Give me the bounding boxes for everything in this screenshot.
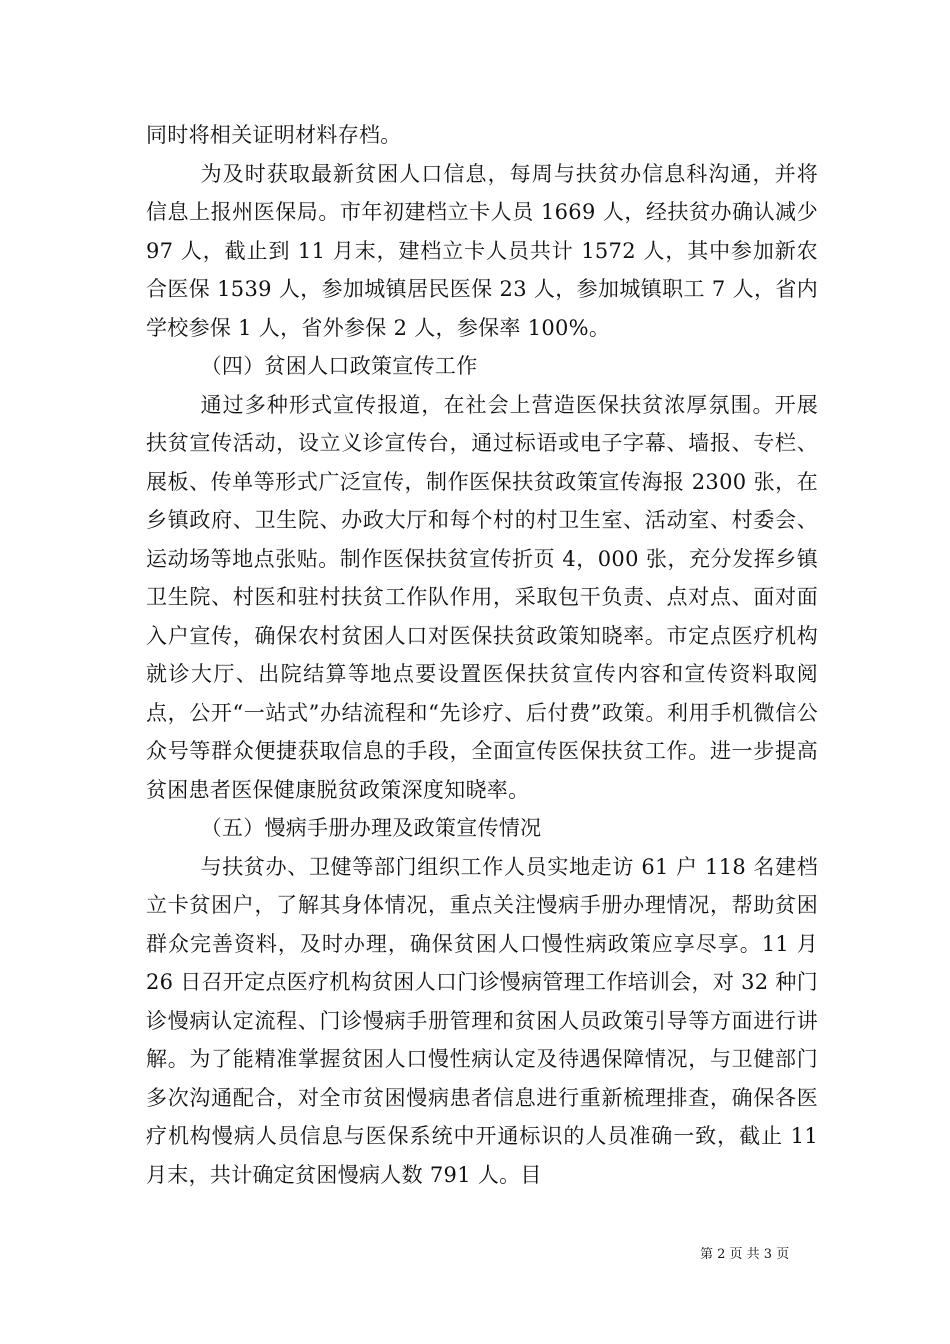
paragraph-continuation: 同时将相关证明材料存档。	[146, 123, 402, 147]
section-heading-4: （四）贫困人口政策宣传工作	[200, 354, 478, 378]
document-body	[146, 116, 818, 1194]
section-heading-5: （五）慢病手册办理及政策宣传情况	[200, 816, 542, 840]
page-number-footer: 第 2 页 共 3 页	[700, 1247, 790, 1262]
paragraph-chronic-disease: 与扶贫办、卫健等部门组织工作人员实地走访 61 户 118 名建档立卡贫困户，了解其身体情况，重点关注慢病手册办理情况，帮助贫困群众完善资料，及时办理，确保贫困人口慢性病政策应享尽享。11 月 26 日召开定点医疗机构贫困人口门诊慢病管理工作培训会，对 32 种门诊慢病认定流程、门诊慢病手册管理和贫困人员政策引导等方面进行讲解。为了能精准掌握贫困人口慢性病认定及待遇保障情况，与卫健部门多次沟通配合，对全市贫困慢病患者信息进行重新梳理排查，确保各医疗机构慢病人员信息与医保系统中开通标识的人员准确一致，截止 11 月末，共计确定贫困慢病人数 791 人。目	[146, 854, 818, 1187]
paragraph-policy-promotion: 通过多种形式宣传报道，在社会上营造医保扶贫浓厚氛围。开展扶贫宣传活动，设立义诊宣传台，通过标语或电子字幕、墙报、专栏、展板、传单等形式广泛宣传，制作医保扶贫政策宣传海报 2300 张，在乡镇政府、卫生院、办政大厅和每个村的村卫生室、活动室、村委会、运动场等地点张贴。制作医保扶贫宣传折页 4，000 张，充分发挥乡镇卫生院、村医和驻村扶贫工作队作用，采取包干负责、点对点、面对面入户宣传，确保农村贫困人口对医保扶贫政策知晓率。市定点医疗机构就诊大厅、出院结算等地点要设置医保扶贫宣传内容和宣传资料取阅点，公开“一站式”办结流程和“先诊疗、后付费”政策。利用手机微信公众号等群众便捷获取信息的手段，全面宣传医保扶贫工作。进一步提高贫困患者医保健康脱贫政策深度知晓率。	[146, 392, 818, 802]
paragraph-enrollment-info: 为及时获取最新贫困人口信息，每周与扶贫办信息科沟通，并将信息上报州医保局。市年初建档立卡人员 1669 人，经扶贫办确认减少 97 人，截止到 11 月末，建档立卡人员共计 1572 人，其中参加新农合医保 1539 人，参加城镇居民医保 23 人，参加城镇职工 7 人，省内学校参保 1 人，省外参保 2 人，参保率 100%。	[146, 161, 818, 340]
